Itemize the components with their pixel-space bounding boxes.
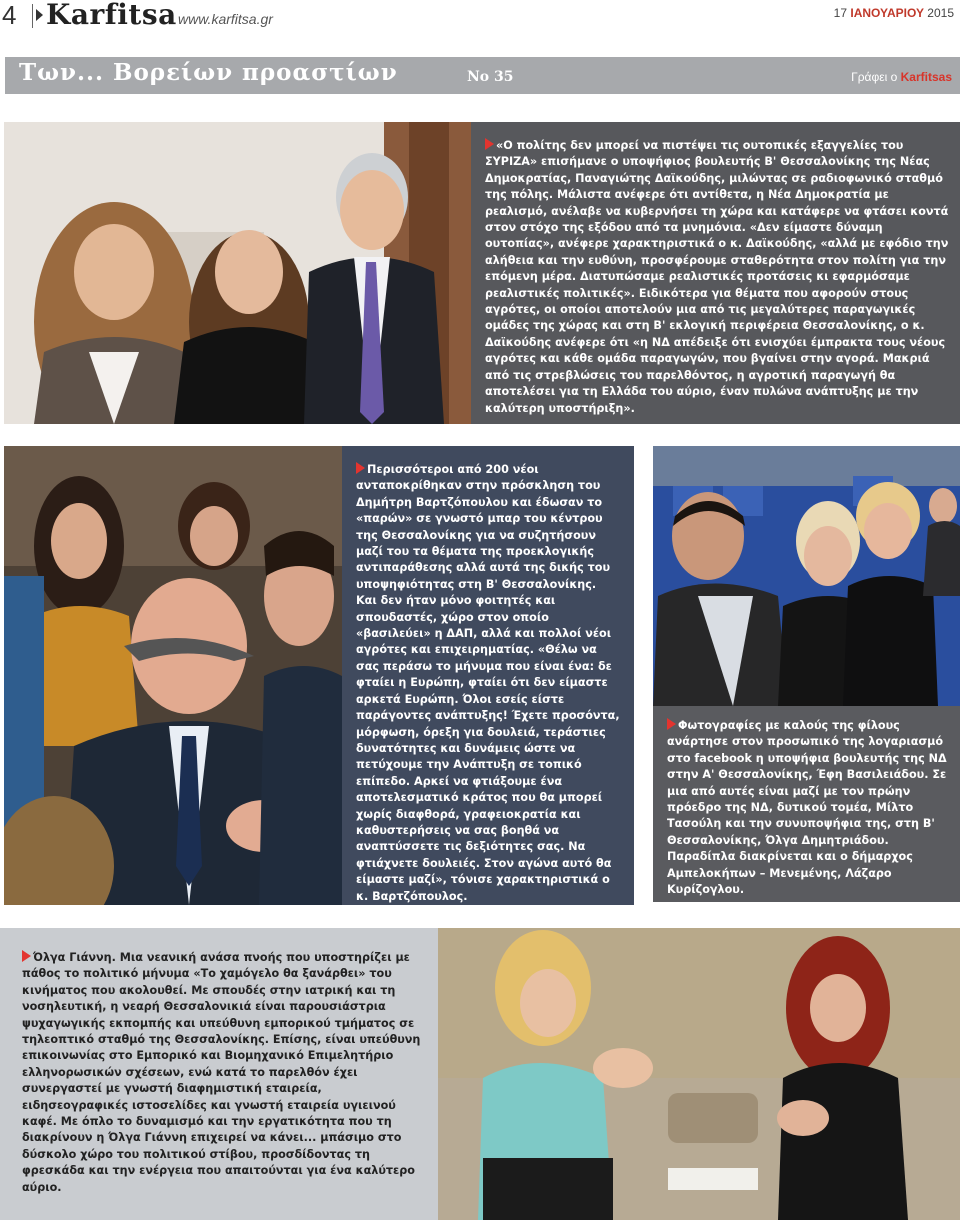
brand-logo: Karfitsa xyxy=(46,0,177,31)
issue-date xyxy=(834,6,954,20)
article-daikoudis-body: «Ο πολίτης δεν μπορεί να πιστέψει τις ουτοπικές εξαγγελίες του ΣΥΡΙΖΑ» επισήμανε ο υποψήφιος βουλευτής Β' Θεσσαλονίκης της Νέας Δημοκρατίας, Παναγιώτης Δαϊκούδης, μιλώντας σε ραδιοφωνικό σταθμό της πόλης. Μάλιστα ανέφερε ότι αντίθετα, η Νέα Δημοκρατία με ρεαλισμό, ανέλαβε να κυβερνήσει τη χώρα και κατάφερε να φτάσει κοντά στον στόχο της εξόδου από τα μνημόνια. «Δεν είμαστε δύναμη ουτοπίας», ανέφερε χαρακτηριστικά ο κ. Δαϊκούδης, «αλλά με εφόδιο την αλήθεια και την ευθύνη, προσφέρουμε σταθερότητα στον πολίτη για την επόμενη μέρα. Διατυπώσαμε ρεαλιστικές προτάσεις κι εφαρμόσαμε ρεαλιστικές πολιτικές». Ειδικότερα για θέματα που αφορούν στους αγρότες, οι οποίοι αποτελούν μια από τις μεγαλύτερες παραγωγικές ομάδες της χώρας και στη Β' εκλογική περιφέρεια Θεσσαλονίκης, ο κ. Δαϊκούδης ανέφερε ότι «η ΝΔ απέδειξε ότι ενισχύει έμπρακτα τους νέους αγρότες και κάθε ομάδα παραγωγών, που βγαίνει στην αγορά. Μακριά από τις στρεβλώσεις του παρελθόντος, η αγροτική παραγωγή θα αποτελέσει για τη Ελλάδα του αύριο, έναν πυλώνα ανάπτυξης με την καλύτερη υποστήριξη». xyxy=(485,139,949,415)
column-byline xyxy=(851,70,952,84)
column-title-band xyxy=(5,57,960,94)
red-arrow-icon xyxy=(485,138,494,150)
photo-vasileiadou-friends xyxy=(653,446,960,706)
article-daikoudis xyxy=(471,122,960,424)
article-vartzopoulos xyxy=(342,446,634,905)
website-url[interactable]: www.karfitsa.gr xyxy=(178,11,273,27)
article-vasileiadou xyxy=(653,706,960,902)
column-number: Νο 35 xyxy=(467,69,514,85)
byline-author: Karfitsas xyxy=(900,70,952,84)
article-olga-gianni-body: Όλγα Γιάννη. Μια νεανική ανάσα πνοής που υποστηρίζει με πάθος το πολιτικό μήνυμα «Το χαμόγελο θα ξανάρθει» του κινήματος που ακολουθεί. Με σπουδές στην ιατρική και τη νοσηλευτική, η νεαρή Θεσσαλονικιά είναι παρουσιάστρια ψυχαγωγικής εκπομπής και υπεύθυνη εμπορικού τμήματος σε τηλεοπτικό σταθμό της Θεσσαλονίκης. Επίσης, είναι υπεύθυνη επικοινωνίας στο Εμπορικό και Βιομηχανικό Επιμελητήριο ελληνορωσικών σχέσεων, ενώ κατά το παρελθόν έχει συνεργαστεί με γνωστή διαφημιστική εταιρεία, ειδησεογραφικές ιστοσελίδες και γνωστή εταιρεία υγιεινού καφέ. Με όπλο το δυναμισμό και την εργατικότητα που τη διακρίνουν η Όλγα Γιάννη επιχειρεί να κάνει... μπάσιμο στο δύσκολο χώρο του πολιτικού στίβου, προσδίδοντας τη φρεσκάδα και την ενέργεια που απαιτούνται για ένα καλύτερο αύριο. xyxy=(22,951,421,1194)
photo-group-three-people xyxy=(4,122,471,424)
page-number: 4 xyxy=(2,0,17,30)
byline-prefix: Γράφει ο xyxy=(851,70,898,84)
masthead xyxy=(0,0,960,40)
masthead-divider xyxy=(32,4,33,28)
date-year: 2015 xyxy=(927,6,954,20)
photo-vartzopoulos-youth xyxy=(4,446,342,905)
masthead-arrow-icon xyxy=(36,9,43,21)
photo-olga-gianni-interview xyxy=(438,928,960,1220)
article-olga-gianni xyxy=(0,928,438,1220)
red-arrow-icon xyxy=(356,462,365,474)
date-month: ΙΑΝΟΥΑΡΙΟΥ xyxy=(850,6,924,20)
red-arrow-icon xyxy=(667,718,676,730)
article-vartzopoulos-body: Περισσότεροι από 200 νέοι ανταποκρίθηκαν στην πρόσκληση του Δημήτρη Βαρτζόπουλου και έδωσαν το «παρών» σε γνωστό μπαρ του κέντρου της Θεσσαλονίκης για να συζητήσουν μαζί του τα θέματα της προεκλογικής αντιπαράθεσης αλλά αυτά της δικής του υποψηφιότητας στη Β' Θεσσαλονίκης. Και δεν ήταν μόνο φοιτητές και σπουδαστές, χώρο στον οποίο «βασιλεύει» η ΔΑΠ, αλλά και πολλοί νέοι αγρότες και επιχειρηματίας. «Θέλω να σας περάσω το μήνυμα που είναι ένα: δε φταίει η Ευρώπη, φταίει ότι δεν είμαστε αρκετά Ευρώπη. Όλοι εσείς είστε παράγοντες ανάπτυξης! Έχετε προσόντα, μόρφωση, όρεξη για δουλειά, τεράστιες δυνατότητες και δυνάμεις ώστε να πετύχουμε την Ανάπτυξη σε τοπικό επίπεδο. Αρκεί να φτιάξουμε ένα αποτελεσματικό κράτος που θα μπορεί χωρίς διαφθορά, γραφειοκρατία και καθυστερήσεις να σας βοηθά να αναπτύσσετε τις δεξιότητες σας. Να φτιάχνετε δουλειές. Στον αγώνα αυτό θα είμαστε μαζί», τόνισε χαρακτηριστικά ο κ. Βαρτζόπουλος. xyxy=(356,463,620,903)
column-title: Των... Βορείων προαστίων xyxy=(19,59,398,86)
article-vasileiadou-body: Φωτογραφίες με καλούς της φίλους ανάρτησε στον προσωπικό της λογαριασμό στο facebook η υποψήφια βουλευτής της ΝΔ στην Α' Θεσσαλονίκης, Έφη Βασιλειάδου. Σε μια από αυτές είναι μαζί με τον πρώην πρόεδρο της ΝΔ, δυτικού τομέα, Μίλτο Τασούλη και την συνυποψήφια της, στη Β' Θεσσαλονίκης, Όλγα Δημητριάδου. Παραδίπλα διακρίνεται και ο δήμαρχος Αμπελοκήπων – Μενεμένης, Λάζαρο Κυρίζογλου. xyxy=(667,719,947,897)
date-day: 17 xyxy=(833,6,848,20)
red-arrow-icon xyxy=(22,950,31,962)
